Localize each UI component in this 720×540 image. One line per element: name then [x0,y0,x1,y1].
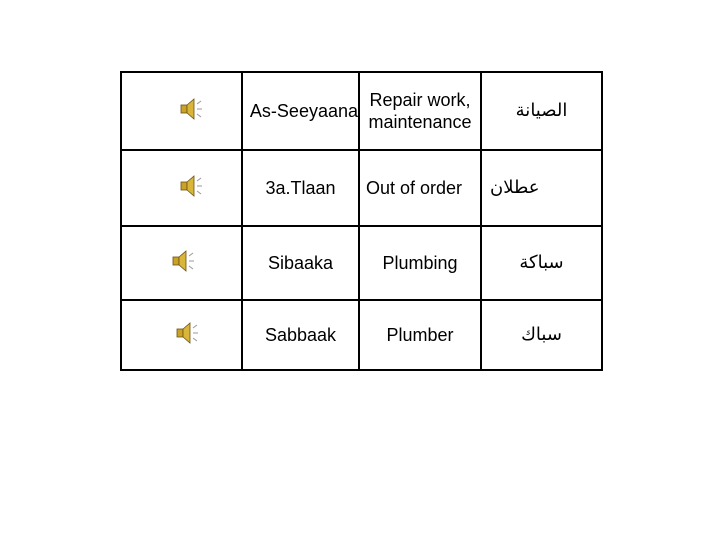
english-cell: Plumbing [359,226,481,300]
english-cell [359,72,481,150]
transliteration-cell: 3a.Tlaan [242,150,359,226]
table-row [121,226,602,300]
transliteration-cell: Sabbaak [242,300,359,370]
audio-cell[interactable] [121,226,242,300]
arabic-cell: سباكة [481,226,602,300]
audio-cell[interactable] [121,72,242,150]
english-cell: Plumber [359,300,481,370]
table-row [121,72,602,150]
vocabulary-table [120,71,603,371]
speaker-icon[interactable] [170,248,196,274]
transliteration-cell: Sibaaka [242,226,359,300]
table-row [121,150,602,226]
speaker-icon[interactable] [174,320,200,346]
table-row [121,300,602,370]
arabic-cell: الصيانة [481,72,602,150]
audio-cell[interactable] [121,300,242,370]
speaker-icon[interactable] [178,173,204,199]
transliteration-cell: As-Seeyaana [242,72,359,150]
audio-cell[interactable] [121,150,242,226]
arabic-cell: سباك [481,300,602,370]
english-line: maintenance [368,112,472,132]
english-line: Repair work, [369,90,471,110]
speaker-icon[interactable] [178,96,204,122]
english-cell: Out of order [359,150,481,226]
arabic-cell: عطلان [481,150,602,226]
